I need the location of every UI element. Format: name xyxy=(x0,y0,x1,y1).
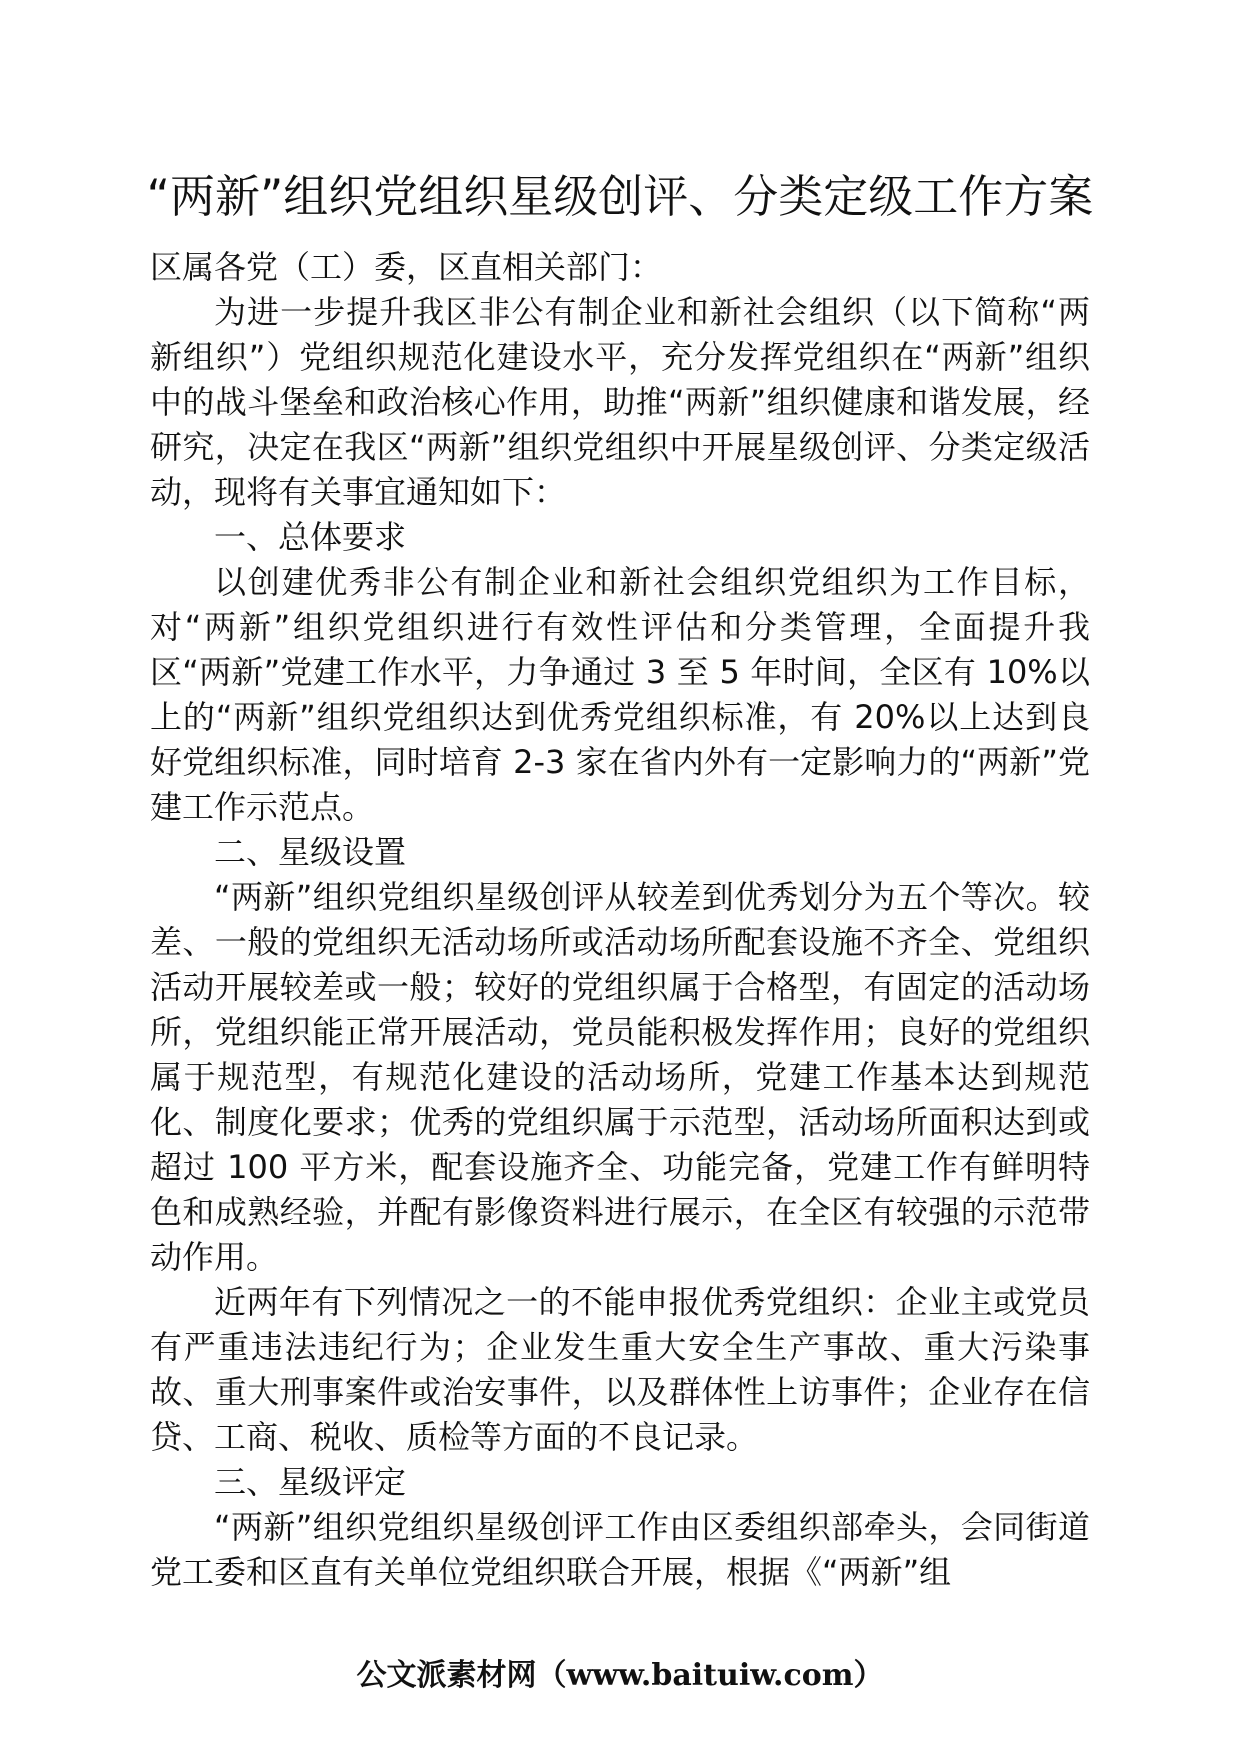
paragraph-general-requirements: 以创建优秀非公有制企业和新社会组织党组织为工作目标，对“两新”组织党组织进行有效性评估和分类管理，全面提升我区“两新”党建工作水平，力争通过 3 至 5 年时间，全区有 10%以上的“两新”组织党组织达到优秀党组织标准，有 20%以上达到良好党组织标准，同时培育 2-3 家在省内外有一定影响力的“两新”党建工作示范点。 xyxy=(150,563,1090,826)
paragraph-star-levels: “两新”组织党组织星级创评从较差到优秀划分为五个等次。较差、一般的党组织无活动场所或活动场所配套设施不齐全、党组织活动开展较差或一般；较好的党组织属于合格型，有固定的活动场所，党组织能正常开展活动，党员能积极发挥作用；良好的党组织属于规范型，有规范化建设的活动场所，党建工作基本达到规范化、制度化要求；优秀的党组织属于示范型，活动场所面积达到或超过 100 平方米，配套设施齐全、功能完备，党建工作有鲜明特色和成熟经验，并配有影像资料进行展示，在全区有较强的示范带动作用。 xyxy=(150,878,1090,1276)
document-title: “两新”组织党组织星级创评、分类定级工作方案 xyxy=(146,170,1094,223)
paragraph-star-evaluation: “两新”组织党组织星级创评工作由区委组织部牵头，会同街道党工委和区直有关单位党组织联合开展，根据《“两新”组 xyxy=(150,1508,1090,1591)
section-heading-star-evaluation: 三、星级评定 xyxy=(214,1463,407,1501)
section-heading-star-levels: 二、星级设置 xyxy=(214,833,407,871)
paragraph-intro: 为进一步提升我区非公有制企业和新社会组织（以下简称“两新组织”）党组织规范化建设水平，充分发挥党组织在“两新”组织中的战斗堡垒和政治核心作用，助推“两新”组织健康和谐发展，经研究，决定在我区“两新”组织党组织中开展星级创评、分类定级活动，现将有关事宜通知如下： xyxy=(150,293,1090,511)
section-heading-general-requirements: 一、总体要求 xyxy=(214,518,407,556)
document-body xyxy=(150,245,1090,1595)
paragraph-exclusions: 近两年有下列情况之一的不能申报优秀党组织：企业主或党员有严重违法违纪行为；企业发生重大安全生产事故、重大污染事故、重大刑事案件或治安事件，以及群体性上访事件；企业存在信贷、工商、税收、质检等方面的不良记录。 xyxy=(150,1283,1090,1456)
salutation: 区属各党（工）委，区直相关部门： xyxy=(150,248,663,286)
footer-watermark: 公文派素材网（www.baituiw.com） xyxy=(356,1658,884,1693)
